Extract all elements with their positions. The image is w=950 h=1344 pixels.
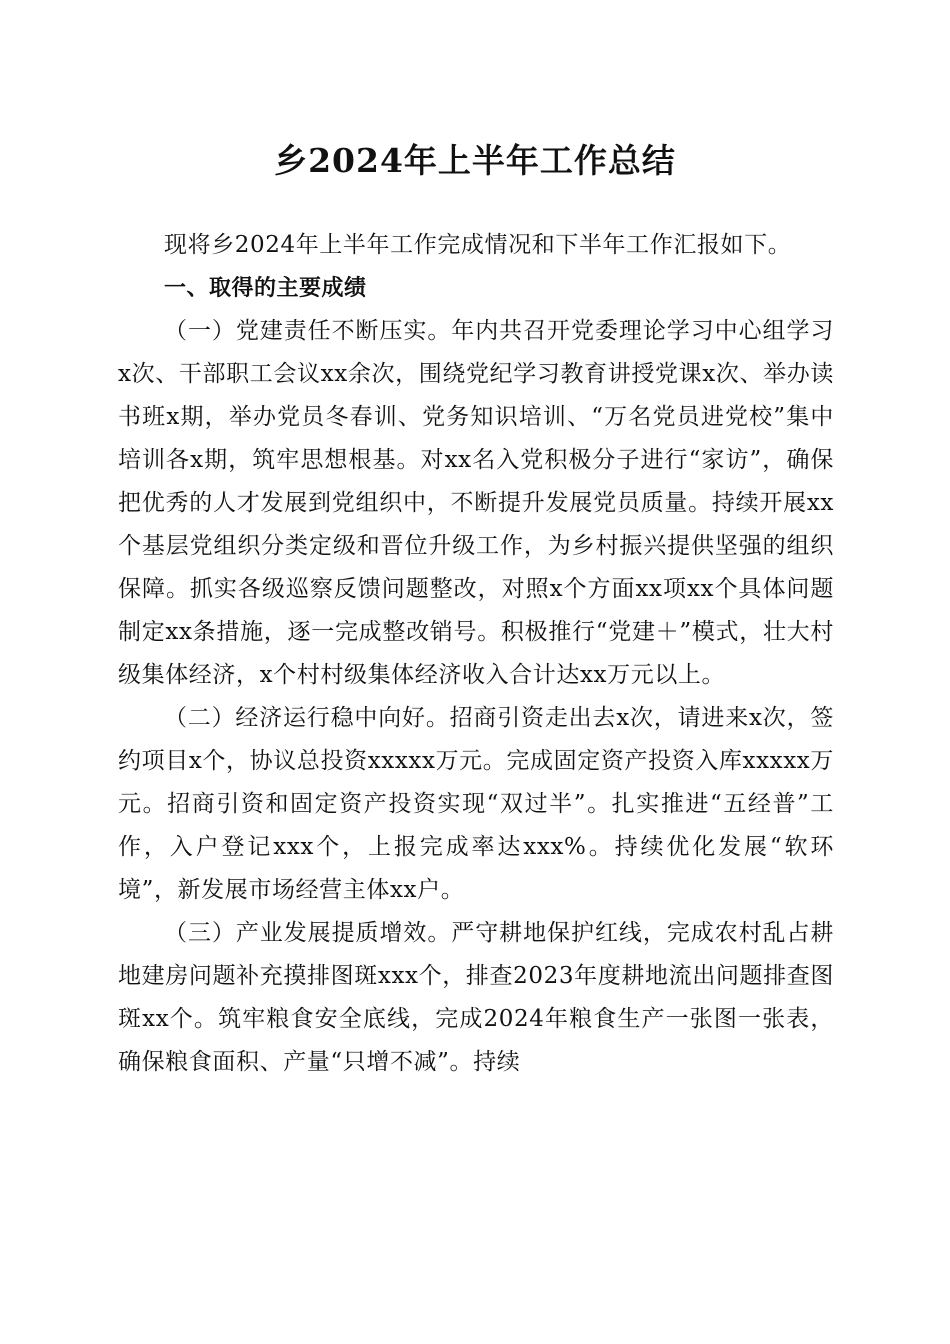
paragraph-lead: （三）产业发展提质增效。 xyxy=(164,920,452,946)
paragraph-lead: （二）经济运行稳中向好。 xyxy=(164,705,450,731)
paragraph-lead: （一）党建责任不断压实。 xyxy=(164,318,452,344)
paragraph-economy xyxy=(118,697,834,912)
section-heading-achievements: 一、取得的主要成绩 xyxy=(164,276,367,301)
paragraph-text: 年内共召开党委理论学习中心组学习x次、干部职工会议xx余次，围绕党纪学习教育讲授党课x次、举办读书班x期，举办党员冬春训、党务知识培训、“万名党员进党校”集中培训各x期，筑牢思想根基。对xx名入党积极分子进行“家访”，确保把优秀的人才发展到党组织中，不断提升发展党员质量。持续开展xx个基层党组织分类定级和晋位升级工作，为乡村振兴提供坚强的组织保障。抓实各级巡察反馈问题整改，对照x个方面xx项xx个具体问题制定xx条措施，逐一完成整改销号。积极推行“党建＋”模式，壮大村级集体经济，x个村村级集体经济收入合计达xx万元以上。 xyxy=(118,318,835,688)
paragraph-party-building xyxy=(118,310,834,697)
intro-paragraph: 现将乡2024年上半年工作完成情况和下半年工作汇报如下。 xyxy=(164,232,792,258)
document-body xyxy=(118,224,834,1084)
paragraph-industry xyxy=(118,912,834,1084)
document-title: 乡2024年上半年工作总结 xyxy=(274,141,676,180)
paragraph-text: 严守耕地保护红线，完成农村乱占耕地建房问题补充摸排图斑xxx个，排查2023年度耕地流出问题排查图斑xx个。筑牢粮食安全底线，完成2024年粮食生产一张图一张表，确保粮食面积、产量“只增不减”。持续 xyxy=(118,920,835,1075)
paragraph-text: 招商引资走出去x次，请进来x次，签约项目x个，协议总投资xxxxx万元。完成固定资产投资入库xxxxx万元。招商引资和固定资产投资实现“双过半”。扎实推进“五经普”工作，入户登记xxx个，上报完成率达xxx%。持续优化发展“软环境”，新发展市场经营主体xx户。 xyxy=(118,705,834,903)
